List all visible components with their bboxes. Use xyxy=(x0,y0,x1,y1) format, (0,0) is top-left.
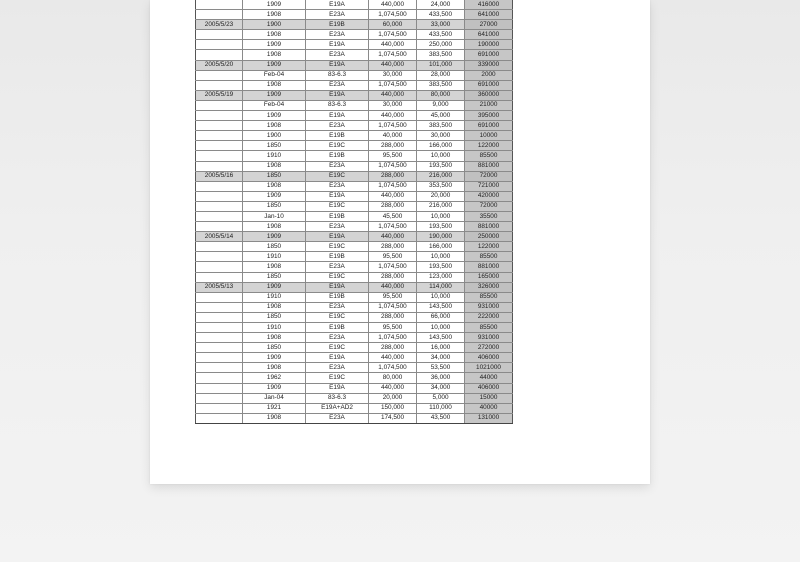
table-cell: 406000 xyxy=(465,383,513,393)
table-row xyxy=(196,121,513,131)
table-cell: 1909 xyxy=(243,282,306,292)
table-cell: 1021000 xyxy=(465,363,513,373)
table-cell xyxy=(196,323,243,333)
table-cell: 5,000 xyxy=(417,393,465,403)
table-cell: 122000 xyxy=(465,141,513,151)
table-row xyxy=(196,191,513,201)
table-cell: 440,000 xyxy=(369,40,417,50)
table-cell: 2005/5/20 xyxy=(196,60,243,70)
table-row xyxy=(196,222,513,232)
table-row xyxy=(196,0,513,10)
table-cell: E19B xyxy=(306,151,369,161)
table-cell: 416000 xyxy=(465,0,513,10)
table-cell xyxy=(196,111,243,121)
table-cell: 10000 xyxy=(465,131,513,141)
table-cell: 1908 xyxy=(243,333,306,343)
table-cell: 1908 xyxy=(243,80,306,90)
table-cell: E19B xyxy=(306,252,369,262)
table-cell xyxy=(196,211,243,221)
table-cell xyxy=(196,10,243,20)
table-cell xyxy=(196,343,243,353)
table-cell: 21000 xyxy=(465,100,513,110)
table-cell: 2005/5/23 xyxy=(196,20,243,30)
table-cell: 1909 xyxy=(243,191,306,201)
table-row xyxy=(196,363,513,373)
table-row xyxy=(196,50,513,60)
table-cell: 1,074,500 xyxy=(369,10,417,20)
table-cell: 1900 xyxy=(243,20,306,30)
table-cell: 20,000 xyxy=(369,393,417,403)
table-row xyxy=(196,312,513,322)
table-cell: 250,000 xyxy=(417,40,465,50)
table-row xyxy=(196,20,513,30)
table-cell: 440,000 xyxy=(369,90,417,100)
table-cell: 30,000 xyxy=(369,70,417,80)
table-cell: 1,074,500 xyxy=(369,181,417,191)
table-cell: Jan-10 xyxy=(243,211,306,221)
table-cell: 440,000 xyxy=(369,353,417,363)
table-cell xyxy=(196,201,243,211)
table-cell: 27000 xyxy=(465,20,513,30)
table-cell: 1908 xyxy=(243,302,306,312)
table-row xyxy=(196,343,513,353)
table-row xyxy=(196,353,513,363)
table-cell: 83-6.3 xyxy=(306,393,369,403)
table-cell: 10,000 xyxy=(417,252,465,262)
table-cell: 288,000 xyxy=(369,272,417,282)
table-cell: 1850 xyxy=(243,201,306,211)
table-cell: 395000 xyxy=(465,111,513,121)
table-cell: 2000 xyxy=(465,70,513,80)
table-cell: 1,074,500 xyxy=(369,30,417,40)
table-cell: 44000 xyxy=(465,373,513,383)
table-cell: 326000 xyxy=(465,282,513,292)
table-cell: 288,000 xyxy=(369,171,417,181)
table-row xyxy=(196,383,513,393)
table-cell: 1,074,500 xyxy=(369,222,417,232)
table-row xyxy=(196,141,513,151)
table-row xyxy=(196,171,513,181)
table-cell: E19C xyxy=(306,343,369,353)
table-cell: 881000 xyxy=(465,222,513,232)
table-cell: 1,074,500 xyxy=(369,333,417,343)
table-row xyxy=(196,373,513,383)
document-page xyxy=(150,0,650,484)
table-cell: 193,500 xyxy=(417,222,465,232)
table-cell: 34,000 xyxy=(417,383,465,393)
table-cell: Jan-04 xyxy=(243,393,306,403)
table-cell: 9,000 xyxy=(417,100,465,110)
table-cell: 165000 xyxy=(465,272,513,282)
table-cell: 83-6.3 xyxy=(306,100,369,110)
table-row xyxy=(196,100,513,110)
table-cell: 53,500 xyxy=(417,363,465,373)
table-cell xyxy=(196,181,243,191)
table-row xyxy=(196,413,513,423)
table-cell: 10,000 xyxy=(417,323,465,333)
table-cell: E19A xyxy=(306,40,369,50)
table-cell xyxy=(196,131,243,141)
table-row xyxy=(196,131,513,141)
table-cell: 95,500 xyxy=(369,151,417,161)
table-cell: 222000 xyxy=(465,312,513,322)
table-cell: 85500 xyxy=(465,292,513,302)
table-cell: 30,000 xyxy=(369,100,417,110)
table-cell: E19B xyxy=(306,211,369,221)
table-cell: 143,500 xyxy=(417,333,465,343)
table-cell xyxy=(196,242,243,252)
table-cell: 1850 xyxy=(243,272,306,282)
table-cell: 440,000 xyxy=(369,0,417,10)
table-cell xyxy=(196,403,243,413)
data-table xyxy=(195,0,513,424)
table-cell: E19A xyxy=(306,0,369,10)
table-cell: 433,500 xyxy=(417,10,465,20)
table-row xyxy=(196,323,513,333)
table-cell: 353,500 xyxy=(417,181,465,191)
table-cell xyxy=(196,383,243,393)
table-cell: 190,000 xyxy=(417,232,465,242)
table-cell: 2005/5/19 xyxy=(196,90,243,100)
table-row xyxy=(196,10,513,20)
table-cell: 123,000 xyxy=(417,272,465,282)
table-cell: 440,000 xyxy=(369,191,417,201)
table-cell: 122000 xyxy=(465,242,513,252)
table-cell: E23A xyxy=(306,413,369,423)
table-cell xyxy=(196,121,243,131)
table-cell: 1909 xyxy=(243,232,306,242)
table-cell: 30,000 xyxy=(417,131,465,141)
table-row xyxy=(196,60,513,70)
table-cell: Feb-04 xyxy=(243,70,306,80)
table-cell: 95,500 xyxy=(369,252,417,262)
table-cell: 80,000 xyxy=(417,90,465,100)
table-cell: E19A+AD2 xyxy=(306,403,369,413)
table-cell xyxy=(196,312,243,322)
table-row xyxy=(196,30,513,40)
table-cell: 34,000 xyxy=(417,353,465,363)
table-cell: 1910 xyxy=(243,151,306,161)
table-row xyxy=(196,161,513,171)
table-cell: E23A xyxy=(306,121,369,131)
table-cell xyxy=(196,50,243,60)
table-cell: 1921 xyxy=(243,403,306,413)
table-cell: E19C xyxy=(306,201,369,211)
table-cell: 440,000 xyxy=(369,383,417,393)
table-cell: 881000 xyxy=(465,262,513,272)
table-cell: 1850 xyxy=(243,343,306,353)
table-row xyxy=(196,201,513,211)
table-cell: 383,500 xyxy=(417,121,465,131)
table-row xyxy=(196,393,513,403)
table-cell xyxy=(196,363,243,373)
table-body xyxy=(196,0,513,423)
table-cell: E19B xyxy=(306,323,369,333)
table-cell: 641000 xyxy=(465,10,513,20)
table-cell: 931000 xyxy=(465,302,513,312)
table-cell: 1908 xyxy=(243,413,306,423)
table-row xyxy=(196,181,513,191)
table-cell: 95,500 xyxy=(369,323,417,333)
table-cell: 383,500 xyxy=(417,50,465,60)
table-cell: 288,000 xyxy=(369,312,417,322)
table-cell: 383,500 xyxy=(417,80,465,90)
table-cell xyxy=(196,262,243,272)
table-cell xyxy=(196,151,243,161)
table-row xyxy=(196,242,513,252)
table-cell: 931000 xyxy=(465,333,513,343)
table-cell: 101,000 xyxy=(417,60,465,70)
table-cell: 66,000 xyxy=(417,312,465,322)
table-cell: 691000 xyxy=(465,50,513,60)
table-cell: E19A xyxy=(306,191,369,201)
table-cell: 1908 xyxy=(243,262,306,272)
table-cell: 2005/5/16 xyxy=(196,171,243,181)
table-cell: 20,000 xyxy=(417,191,465,201)
table-row xyxy=(196,211,513,221)
table-row xyxy=(196,90,513,100)
table-cell: 150,000 xyxy=(369,403,417,413)
table-cell: 1850 xyxy=(243,242,306,252)
table-cell: E23A xyxy=(306,333,369,343)
table-cell: E23A xyxy=(306,302,369,312)
table-cell: 691000 xyxy=(465,121,513,131)
table-cell xyxy=(196,393,243,403)
table-cell: Feb-04 xyxy=(243,100,306,110)
table-row xyxy=(196,151,513,161)
table-cell: 85500 xyxy=(465,151,513,161)
table-cell: 420000 xyxy=(465,191,513,201)
table-row xyxy=(196,40,513,50)
table-cell: 10,000 xyxy=(417,151,465,161)
table-cell: 1,074,500 xyxy=(369,80,417,90)
table-cell: 114,000 xyxy=(417,282,465,292)
table-cell: E23A xyxy=(306,10,369,20)
table-cell: 250000 xyxy=(465,232,513,242)
table-cell xyxy=(196,0,243,10)
table-cell: E19A xyxy=(306,353,369,363)
table-cell: 440,000 xyxy=(369,282,417,292)
table-cell: E23A xyxy=(306,222,369,232)
table-cell: 288,000 xyxy=(369,141,417,151)
table-cell: E19A xyxy=(306,282,369,292)
table-cell: 1908 xyxy=(243,363,306,373)
table-cell: 174,500 xyxy=(369,413,417,423)
table-cell: 339000 xyxy=(465,60,513,70)
table-cell: 1909 xyxy=(243,353,306,363)
table-cell xyxy=(196,100,243,110)
table-cell: 272000 xyxy=(465,343,513,353)
table-cell: 131000 xyxy=(465,413,513,423)
table-cell: 2005/5/13 xyxy=(196,282,243,292)
table-cell: E19B xyxy=(306,131,369,141)
table-cell: E19B xyxy=(306,292,369,302)
table-cell: 143,500 xyxy=(417,302,465,312)
table-cell: 440,000 xyxy=(369,111,417,121)
table-cell: 2005/5/14 xyxy=(196,232,243,242)
table-cell: 36,000 xyxy=(417,373,465,383)
table-cell: 85500 xyxy=(465,323,513,333)
table-cell: 1909 xyxy=(243,60,306,70)
table-cell: E19C xyxy=(306,272,369,282)
table-cell: 1909 xyxy=(243,383,306,393)
table-cell: 33,000 xyxy=(417,20,465,30)
table-cell xyxy=(196,373,243,383)
table-cell: 288,000 xyxy=(369,242,417,252)
table-cell: 641000 xyxy=(465,30,513,40)
table-cell: 15000 xyxy=(465,393,513,403)
table-cell xyxy=(196,191,243,201)
table-cell xyxy=(196,40,243,50)
table-cell xyxy=(196,80,243,90)
table-cell: 288,000 xyxy=(369,201,417,211)
table-cell: 40000 xyxy=(465,403,513,413)
table-cell xyxy=(196,70,243,80)
table-cell: E23A xyxy=(306,30,369,40)
table-cell: E19C xyxy=(306,171,369,181)
table-cell: 10,000 xyxy=(417,292,465,302)
table-cell: 193,500 xyxy=(417,262,465,272)
table-cell: 1908 xyxy=(243,30,306,40)
table-cell: E19C xyxy=(306,373,369,383)
table-cell: 440,000 xyxy=(369,232,417,242)
table-cell: 1908 xyxy=(243,50,306,60)
table-cell: E23A xyxy=(306,363,369,373)
table-cell xyxy=(196,413,243,423)
table-cell xyxy=(196,222,243,232)
table-cell: 85500 xyxy=(465,252,513,262)
table-row xyxy=(196,333,513,343)
table-cell: E23A xyxy=(306,181,369,191)
table-row xyxy=(196,403,513,413)
table-row xyxy=(196,80,513,90)
table-cell: E23A xyxy=(306,50,369,60)
table-row xyxy=(196,282,513,292)
table-cell: 1900 xyxy=(243,131,306,141)
table-cell: E19A xyxy=(306,232,369,242)
table-cell: 1910 xyxy=(243,252,306,262)
table-cell: 1,074,500 xyxy=(369,262,417,272)
table-cell xyxy=(196,252,243,262)
table-cell: 691000 xyxy=(465,80,513,90)
table-cell: E23A xyxy=(306,80,369,90)
table-cell xyxy=(196,353,243,363)
table-row xyxy=(196,262,513,272)
table-cell: 166,000 xyxy=(417,141,465,151)
table-cell: E23A xyxy=(306,262,369,272)
table-cell: 216,000 xyxy=(417,171,465,181)
table-cell: 360000 xyxy=(465,90,513,100)
table-cell: E19A xyxy=(306,90,369,100)
table-cell: 1909 xyxy=(243,111,306,121)
table-cell: 43,500 xyxy=(417,413,465,423)
table-row xyxy=(196,232,513,242)
table-cell: 16,000 xyxy=(417,343,465,353)
table-cell: 1,074,500 xyxy=(369,161,417,171)
table-cell: 72000 xyxy=(465,201,513,211)
table-cell: E19A xyxy=(306,383,369,393)
table-cell: 1,074,500 xyxy=(369,363,417,373)
table-cell: 72000 xyxy=(465,171,513,181)
table-cell: 406000 xyxy=(465,353,513,363)
table-cell: 1,074,500 xyxy=(369,302,417,312)
table-cell: 1908 xyxy=(243,161,306,171)
table-row xyxy=(196,292,513,302)
table-cell: E23A xyxy=(306,161,369,171)
table-cell: 440,000 xyxy=(369,60,417,70)
table-cell: 24,000 xyxy=(417,0,465,10)
table-cell: 1850 xyxy=(243,312,306,322)
table-cell: 110,000 xyxy=(417,403,465,413)
table-cell: 1,074,500 xyxy=(369,121,417,131)
table-cell: E19C xyxy=(306,242,369,252)
table-cell: 35500 xyxy=(465,211,513,221)
table-cell: 45,500 xyxy=(369,211,417,221)
table-cell: 1908 xyxy=(243,121,306,131)
table-cell: 1909 xyxy=(243,90,306,100)
table-cell: 40,000 xyxy=(369,131,417,141)
table-cell: 60,000 xyxy=(369,20,417,30)
table-cell: 1909 xyxy=(243,0,306,10)
table-cell: 433,500 xyxy=(417,30,465,40)
table-cell: E19B xyxy=(306,20,369,30)
table-cell: 1850 xyxy=(243,141,306,151)
table-cell: 95,500 xyxy=(369,292,417,302)
table-cell: 1909 xyxy=(243,40,306,50)
table-cell xyxy=(196,30,243,40)
table-cell xyxy=(196,333,243,343)
table-cell: 1910 xyxy=(243,292,306,302)
table-cell: E19C xyxy=(306,312,369,322)
table-cell: 1,074,500 xyxy=(369,50,417,60)
table-row xyxy=(196,70,513,80)
table-cell: 1910 xyxy=(243,323,306,333)
table-cell: 1850 xyxy=(243,171,306,181)
table-cell: 193,500 xyxy=(417,161,465,171)
table-cell: 45,000 xyxy=(417,111,465,121)
table-row xyxy=(196,111,513,121)
table-cell: 83-6.3 xyxy=(306,70,369,80)
table-cell: E19C xyxy=(306,141,369,151)
table-cell: 216,000 xyxy=(417,201,465,211)
table-cell: 1962 xyxy=(243,373,306,383)
table-cell: 80,000 xyxy=(369,373,417,383)
table-row xyxy=(196,252,513,262)
table-cell xyxy=(196,161,243,171)
table-cell xyxy=(196,292,243,302)
table-cell: 1908 xyxy=(243,181,306,191)
table-cell: 166,000 xyxy=(417,242,465,252)
table-cell: E19A xyxy=(306,111,369,121)
table-cell: 1908 xyxy=(243,222,306,232)
table-cell xyxy=(196,141,243,151)
table-row xyxy=(196,302,513,312)
table-cell: 1908 xyxy=(243,10,306,20)
table-cell: E19A xyxy=(306,60,369,70)
table-cell: 28,000 xyxy=(417,70,465,80)
table-cell: 721000 xyxy=(465,181,513,191)
table-cell xyxy=(196,272,243,282)
table-row xyxy=(196,272,513,282)
table-cell: 190000 xyxy=(465,40,513,50)
table-cell: 881000 xyxy=(465,161,513,171)
table-cell: 10,000 xyxy=(417,211,465,221)
table-cell: 288,000 xyxy=(369,343,417,353)
table-cell xyxy=(196,302,243,312)
